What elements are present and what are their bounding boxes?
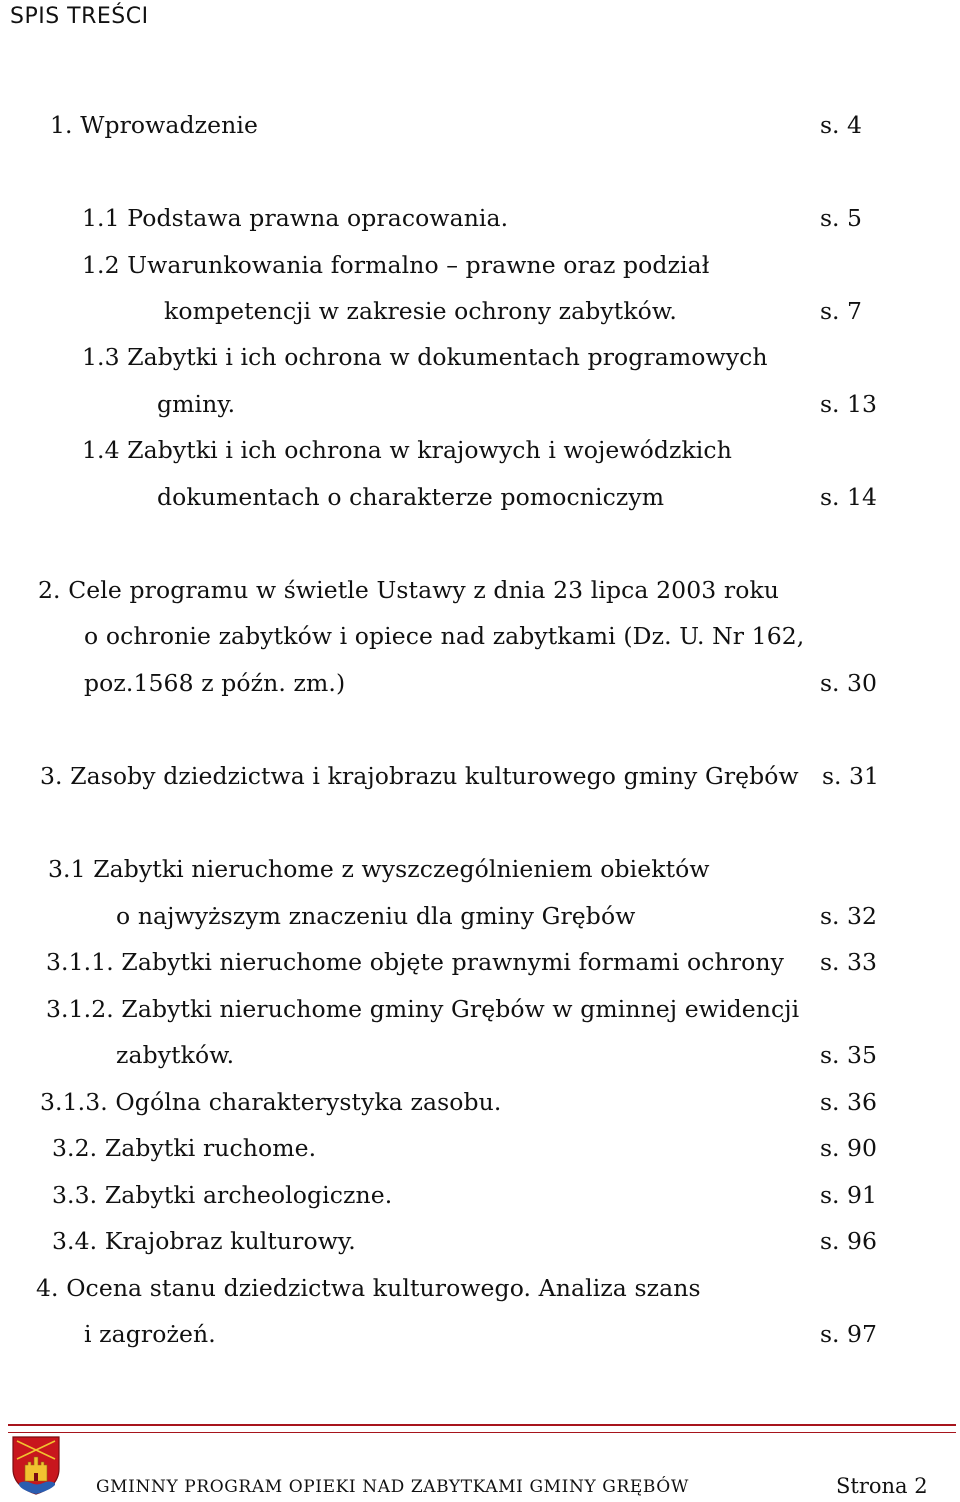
toc-entry-text: gminy. <box>157 390 236 418</box>
toc-entry-text: kompetencji w zakresie ochrony zabytków. <box>164 297 677 325</box>
toc-entry-page: s. 4 <box>820 111 862 139</box>
toc-entry-page: s. 30 <box>820 669 877 697</box>
toc-entry-text: 3.3. Zabytki archeologiczne. <box>52 1181 393 1209</box>
toc-entry-text: 3.1.3. Ogólna charakterystyka zasobu. <box>40 1088 502 1116</box>
toc-entry-text: o ochronie zabytków i opiece nad zabytkami (Dz. U. Nr 162, <box>84 622 805 650</box>
toc-entry-page: s. 7 <box>820 297 862 325</box>
toc-entry-page: s. 14 <box>820 483 877 511</box>
footer-page-number: Strona 2 <box>836 1474 928 1498</box>
toc-entry-text: 1.1 Podstawa prawna opracowania. <box>82 204 509 232</box>
toc-entry-text: 3. Zasoby dziedzictwa i krajobrazu kulturowego gminy Grębów <box>40 762 799 790</box>
toc-entry-page: s. 97 <box>820 1320 877 1348</box>
footer-document-title: GMINNY PROGRAM OPIEKI NAD ZABYTKAMI GMINY GRĘBÓW <box>96 1477 689 1497</box>
toc-entry-text: 1.4 Zabytki i ich ochrona w krajowych i wojewódzkich <box>82 436 732 464</box>
toc-entry-text: 3.1.2. Zabytki nieruchome gminy Grębów w gminnej ewidencji <box>46 995 800 1023</box>
toc-entry-text: 1. Wprowadzenie <box>50 111 258 139</box>
toc-entry-text: zabytków. <box>116 1041 235 1069</box>
toc-entry-page: s. 32 <box>820 902 877 930</box>
toc-entry-text: i zagrożeń. <box>84 1320 216 1348</box>
toc-entry-page: s. 91 <box>820 1181 877 1209</box>
toc-entry-page: s. 13 <box>820 390 877 418</box>
page-heading: SPIS TREŚCI <box>10 4 149 29</box>
toc-entry-page: s. 90 <box>820 1134 877 1162</box>
toc-entry-text: 1.3 Zabytki i ich ochrona w dokumentach programowych <box>82 343 768 371</box>
toc-entry-text: 3.1.1. Zabytki nieruchome objęte prawnymi formami ochrony <box>46 948 784 976</box>
toc-entry-text: 3.4. Krajobraz kulturowy. <box>52 1227 356 1255</box>
toc-entry-page: s. 96 <box>820 1227 877 1255</box>
toc-entry-page: s. 5 <box>820 204 862 232</box>
toc-entry-page: s. 36 <box>820 1088 877 1116</box>
toc-entry-text: poz.1568 z późn. zm.) <box>84 669 346 697</box>
toc-entry-page: s. 35 <box>820 1041 877 1069</box>
toc-entry-text: 3.1 Zabytki nieruchome z wyszczególnieniem obiektów <box>48 855 710 883</box>
toc-entry-text: 4. Ocena stanu dziedzictwa kulturowego. Analiza szans <box>36 1274 701 1302</box>
footer-divider <box>8 1424 956 1433</box>
toc-entry-text: 1.2 Uwarunkowania formalno – prawne oraz podział <box>82 251 710 279</box>
toc-entry-text: 3.2. Zabytki ruchome. <box>52 1134 317 1162</box>
toc-entry-text: o najwyższym znaczeniu dla gminy Grębów <box>116 902 636 930</box>
toc-entry-page: s. 33 <box>820 948 877 976</box>
toc-entry-text: 2. Cele programu w świetle Ustawy z dnia 23 lipca 2003 roku <box>38 576 780 604</box>
toc-entry-page: s. 31 <box>822 762 879 790</box>
toc-entry-text: dokumentach o charakterze pomocniczym <box>157 483 665 511</box>
coat-of-arms-icon <box>11 1435 61 1495</box>
